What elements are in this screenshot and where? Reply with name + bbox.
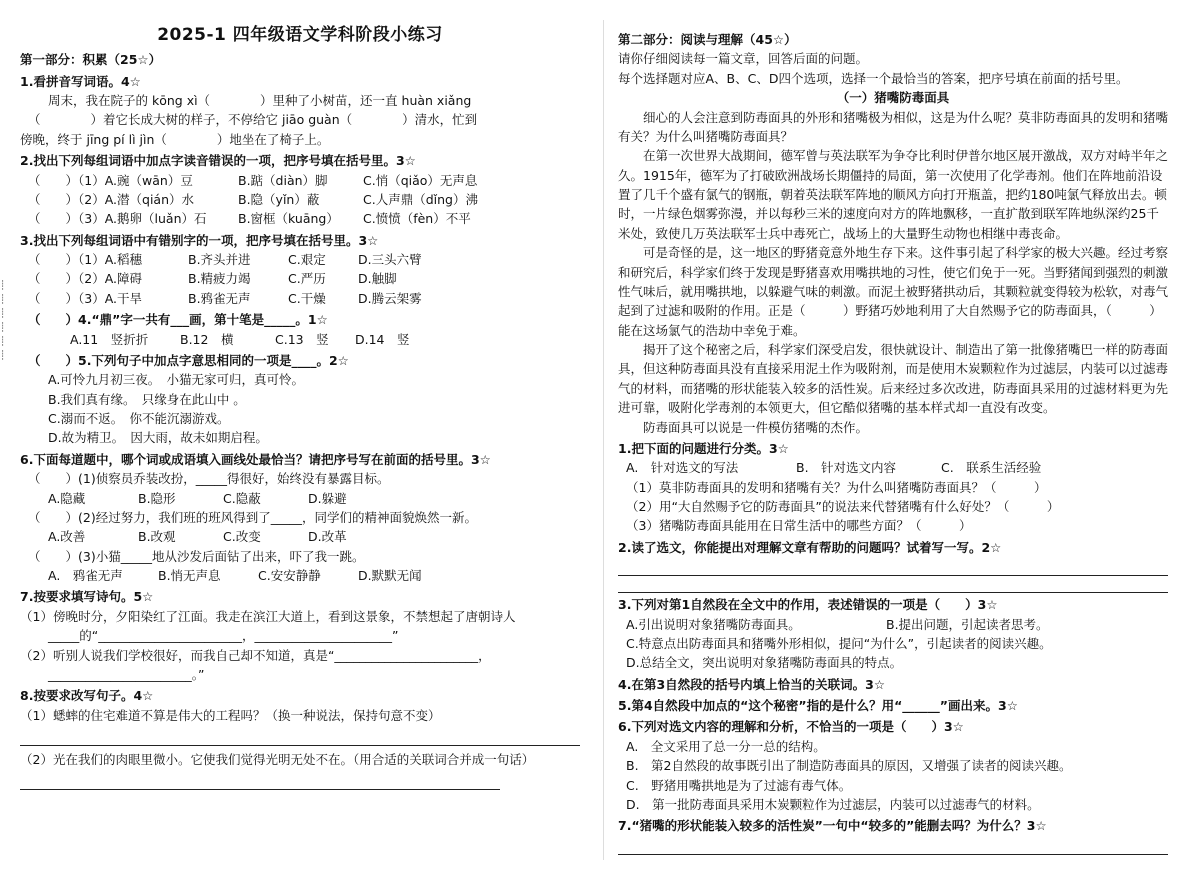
q3-option: D.触脚 <box>358 271 397 287</box>
rq6-option: A. 全文采用了总一分一总的结构。 <box>626 738 826 754</box>
rq1-item: （2）用“大自然赐予它的防毒面具”的说法来代替猪嘴有什么好处？（ ） <box>626 499 1060 514</box>
q1-line: 傍晚，终于 jīng pí lì jìn（ ）地坐在了椅子上。 <box>20 131 330 147</box>
q3-row <box>20 269 580 288</box>
page-title: 2025-1 四年级语文学科阶段小练习 <box>157 25 443 45</box>
q5-option: A.可怜九月初三夜。 小猫无家可归，真可怜。 <box>48 372 305 388</box>
rq3-option: C.特意点出防毒面具和猪嘴外形相似，提问“为什么”，引起读者的阅读兴趣。 <box>626 635 1052 651</box>
q5-option: D.故为精卫。 因大雨，故未如期启程。 <box>48 430 268 446</box>
rq1-options <box>618 458 1168 477</box>
q3-option: （ ）（2）A.障碍 <box>28 271 143 287</box>
q2-option: C.悄（qiǎo）无声息 <box>363 172 478 188</box>
q6-options <box>20 489 580 508</box>
q2-option: B.隐（yǐn）蔽 <box>238 191 320 207</box>
right-column <box>618 30 1168 857</box>
part2-heading: 第二部分：阅读与理解（45☆） <box>618 32 797 47</box>
rq1-item: （3）猪嘴防毒面具能用在日常生活中的哪些方面？（ ） <box>626 518 972 534</box>
q2-heading: 2.找出下列每组词语中加点字读音错误的一项，把序号填在括号里。3☆ <box>20 153 416 169</box>
q6-option: D.默默无闻 <box>358 568 422 584</box>
q6-heading: 6.下面每道题中，哪个词或成语填入画线处最恰当？请把序号写在前面的括号里。3☆ <box>20 451 491 467</box>
q3-option: C.干燥 <box>288 290 326 306</box>
q6-stem: （ ）(1)侦察员乔装改扮，_____得很好，始终没有暴露目标。 <box>28 471 390 487</box>
answer-line[interactable] <box>20 731 580 746</box>
rq4-heading: 4.在第3自然段的括号内填上恰当的关联词。3☆ <box>618 676 886 692</box>
rq1-item: （1）莫非防毒面具的发明和猪嘴有关？为什么叫猪嘴防毒面具？（ ） <box>626 479 1047 495</box>
q1-line: 周末，我在院子的 kōng xì（ ）里种了小树苗，还一直 huàn xiǎng <box>48 93 472 109</box>
instruction: 请你仔细阅读每一篇文章，回答后面的问题。 <box>618 51 869 67</box>
rq3-option: A.引出说明对象猪嘴防毒面具。 <box>626 616 801 632</box>
q6-option: C.隐蔽 <box>223 490 261 506</box>
rq1-option: C. 联系生活经验 <box>941 460 1042 476</box>
q2-option: B.踮（diàn）脚 <box>238 172 328 188</box>
article-paragraph: 防毒面具可以说是一件模仿猪嘴的杰作。 <box>643 419 869 435</box>
q6-options <box>20 566 580 585</box>
rq2-heading: 2.读了选文，你能提出对理解文章有帮助的问题吗？试着写一写。2☆ <box>618 539 1002 555</box>
rq5-heading: 5.第4自然段中加点的“这个秘密”指的是什么？用“______”画出来。3☆ <box>618 698 1018 713</box>
q7-heading: 7.按要求填写诗句。5☆ <box>20 589 154 605</box>
q4-option: B.12 横 <box>180 331 234 347</box>
q3-row <box>20 250 580 269</box>
q7-line: （2）听别人说我们学校很好，而我自己却不知道，真是“_______________________， <box>20 647 491 663</box>
answer-line[interactable] <box>20 775 500 790</box>
q6-option: D.改革 <box>308 529 347 545</box>
article-paragraph: 细心的人会注意到防毒面具的外形和猪嘴极为相似，这是为什么呢？莫非防毒面具的发明和猪嘴有关？为什么叫猪嘴防毒面具？ <box>618 109 1169 144</box>
rq7-heading: 7.“猪嘴的形状能装入较多的活性炭”一句中“较多的”能删去吗？为什么？3☆ <box>618 818 1047 834</box>
q6-stem: （ ）(2)经过努力，我们班的班风得到了_____，同学们的精神面貌焕然一新。 <box>28 509 477 525</box>
q2-option: C.人声鼎（dǐng）沸 <box>363 191 478 207</box>
q5-option: C.溺而不返。 你不能沉溺游戏。 <box>48 411 230 427</box>
q2-option: C.愤愤（fèn）不平 <box>363 211 471 227</box>
q1-line: （ ）着它长成大树的样子，不停给它 jiāo guàn（ ）清水，忙到 <box>28 112 478 128</box>
q3-option: B.精疲力竭 <box>188 271 251 287</box>
article-paragraph: 揭开了这个秘密之后，科学家们深受启发，很快就设计、制造出了第一批像猪嘴巴一样的防毒面具，但这种防毒面具没有直接采用泥土作为吸附剂，而是使用木炭颗粒作为过滤层，内装可以过滤毒气的材料，而猪嘴的形状能装入较多的活性炭。后来经过多次改进，防毒面具采用的过滤材料更为先进可靠，吸附化学毒剂的本领更大，但它酷似猪嘴的基本样式却一直没有改变。 <box>618 342 1169 416</box>
q8-item: （2）光在我们的肉眼里微小。它使我们觉得光明无处不在。（用合适的关联词合并成一句话） <box>20 752 535 768</box>
q3-option: C.艰定 <box>288 252 326 268</box>
left-column <box>20 22 580 794</box>
page-divider <box>603 20 604 860</box>
q6-option: A.隐藏 <box>48 490 86 506</box>
rq6-option: B. 第2自然段的故事既引出了制造防毒面具的原因，又增强了读者的阅读兴趣。 <box>626 758 1072 774</box>
q6-options <box>20 527 580 546</box>
q6-option: A. 鸦雀无声 <box>48 568 123 584</box>
q4-option: D.14 竖 <box>355 331 410 347</box>
q6-option: B.悄无声息 <box>158 568 221 584</box>
q6-option: B.隐形 <box>138 490 176 506</box>
instruction: 每个选择题对应A、B、C、D四个选项，选择一个最恰当的答案，把序号填在前面的括号里。 <box>618 70 1129 86</box>
rq1-heading: 1.把下面的问题进行分类。3☆ <box>618 440 789 456</box>
article-title: （一）猪嘴防毒面具 <box>836 90 950 106</box>
q2-row <box>20 171 580 190</box>
q2-row <box>20 209 580 228</box>
q2-option: （ ）（2）A.潜（qián）水 <box>28 191 194 207</box>
q6-option: A.改善 <box>48 529 86 545</box>
q6-option: C.安安静静 <box>258 568 321 584</box>
article-paragraph: 可是奇怪的是，这一地区的野猪竟意外地生存下来。这件事引起了科学家的极大兴趣。经过考察和研究后，科学家们终于发现是野猪喜欢用嘴拱地的习性，使它们免于一死。当野猪闻到强烈的刺激性气味后，就用嘴拱地，以躲避气味的刺激。而泥土被野猪拱动后，其颗粒就变得较为松软，对毒气起到了过滤和吸附的作用。正是（ ）野猪巧妙地利用了大自然赐予它的防毒面具，（ ）能在这场氯气的浩劫中幸免于难。 <box>618 245 1169 338</box>
q3-heading: 3.找出下列每组词语中有错别字的一项，把序号填在括号里。3☆ <box>20 232 379 248</box>
q3-option: C.严历 <box>288 271 326 287</box>
q6-option: D.躲避 <box>308 490 347 506</box>
q8-item: （1）蟋蟀的住宅难道不算是伟大的工程吗？（换一种说法，保持句意不变） <box>20 707 441 723</box>
q7-line: （1）傍晚时分，夕阳染红了江面。我走在滨江大道上，看到这景象，不禁想起了唐朝诗人 <box>20 608 516 624</box>
rq3-options <box>618 615 1168 634</box>
binding-margin: ┊ ┊ ┊ ┊ ┊ ┊ <box>0 281 6 361</box>
article-paragraph: 在第一次世界大战期间，德军曾与英法联军为争夺比利时伊普尔地区展开激战，双方对峙半年之久。1915年，德军为了打破欧洲战场长期僵持的局面，第一次使用了化学毒剂。他们在阵地前沿设置了几千个盛有氯气的钢瓶，朝着英法联军阵地的顺风方向打开瓶盖，把约180吨氯气释放出去。顿时，一片绿色烟雾弥漫，并以每秒三米的速度向对方的阵地飘移，一直扩散到联军阵地纵深约25千米处，致使几万英法联军士兵中毒死亡，战场上的大量野生动物也相继中毒丧命。 <box>618 148 1169 241</box>
q4-option: C.13 竖 <box>275 331 329 347</box>
q1-heading: 1.看拼音写词语。4☆ <box>20 73 141 89</box>
q2-option: （ ）（1）A.豌（wān）豆 <box>28 172 193 188</box>
rq6-heading: 6.下列对选文内容的理解和分析，不恰当的一项是（ ）3☆ <box>618 719 964 735</box>
rq6-option: D. 第一批防毒面具采用木炭颗粒作为过滤层，内装可以过滤毒气的材料。 <box>626 796 1040 812</box>
q2-option: B.窗框（kuāng） <box>238 211 339 227</box>
q3-option: D.腾云架雾 <box>358 290 422 306</box>
rq3-option: D.总结全文，突出说明对象猪嘴防毒面具的特点。 <box>626 655 903 671</box>
answer-line[interactable] <box>618 578 1168 593</box>
q6-stem: （ ）(3)小猫_____地从沙发后面钻了出来，吓了我一跳。 <box>28 548 365 564</box>
rq1-option: B. 针对选文内容 <box>796 460 897 476</box>
rq3-option: B.提出问题，引起读者思考。 <box>886 616 1049 632</box>
q4-options <box>20 330 580 349</box>
q4-stem: （ ）4.“鼎”字一共有___画，第十笔是_____。1☆ <box>28 312 328 328</box>
q6-option: C.改变 <box>223 529 261 545</box>
q5-option: B.我们真有缘。 只缘身在此山中 。 <box>48 391 246 407</box>
q3-option: B.齐头并进 <box>188 252 251 268</box>
q5-stem: （ ）5.下列句子中加点字意思相同的一项是____。2☆ <box>28 352 349 368</box>
rq6-option: C. 野猪用嘴拱地是为了过滤有毒气体。 <box>626 777 852 793</box>
q4-option: A.11 竖折折 <box>70 331 149 347</box>
q8-heading: 8.按要求改写句子。4☆ <box>20 688 154 704</box>
answer-line[interactable] <box>618 561 1168 576</box>
rq1-option: A. 针对选文的写法 <box>626 460 739 476</box>
q6-option: B.改观 <box>138 529 176 545</box>
q7-line: _____的“_______________________，______________________” <box>48 628 399 644</box>
q2-row <box>20 190 580 209</box>
part1-heading: 第一部分：积累（25☆） <box>20 52 162 68</box>
q3-option: （ ）（1）A.稻穗 <box>28 252 143 268</box>
q3-option: （ ）（3）A.干旱 <box>28 290 143 306</box>
q7-line: _______________________。” <box>48 666 205 682</box>
q3-option: D.三头六臂 <box>358 252 422 268</box>
q3-row <box>20 289 580 308</box>
q3-option: B.鸦雀无声 <box>188 290 251 306</box>
rq3-heading: 3.下列对第1自然段在全文中的作用，表述错误的一项是（ ）3☆ <box>618 597 998 613</box>
q2-option: （ ）（3）A.鹅卵（luǎn）石 <box>28 211 207 227</box>
answer-line[interactable] <box>618 840 1168 855</box>
